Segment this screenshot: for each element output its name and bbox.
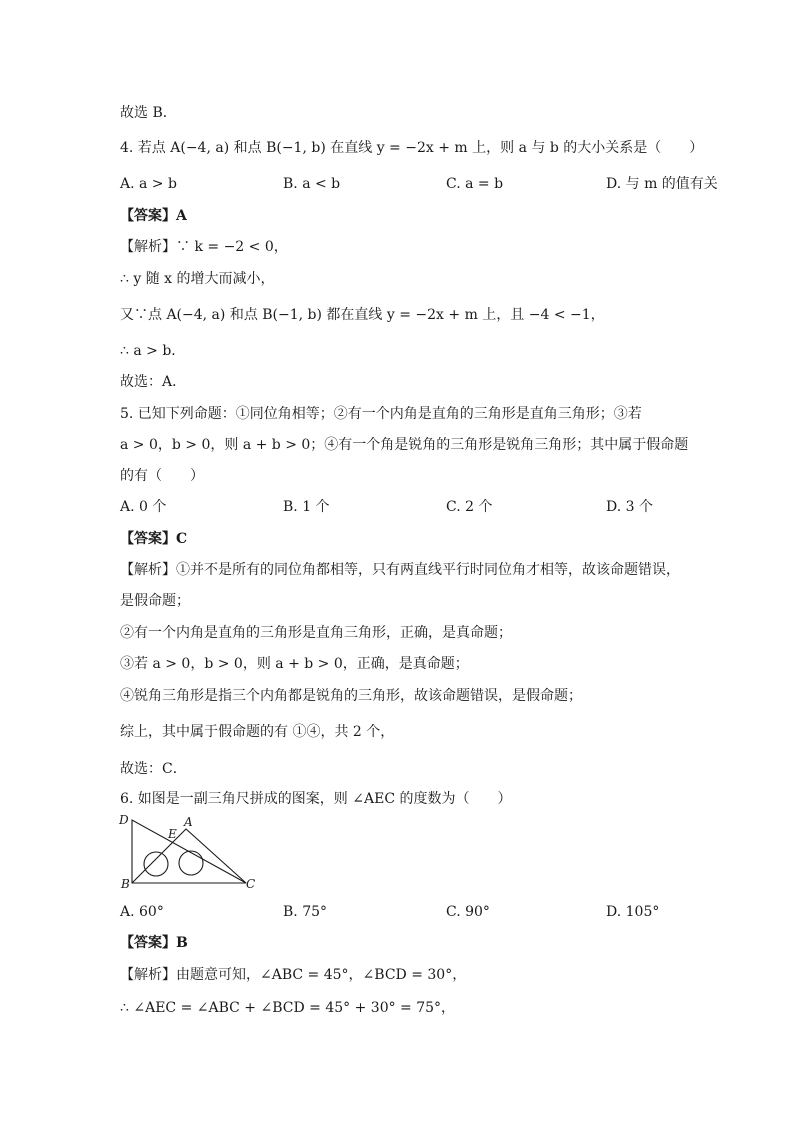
q5-explain-line-1: 【解析】①并不是所有的同位角都相等，只有两直线平行时同位角才相等，故该命题错误， xyxy=(120,562,680,578)
label-point-e: E xyxy=(168,827,177,841)
q4-explain-line-5: 故选：A． xyxy=(120,374,187,390)
ruler-hole-right xyxy=(179,851,203,875)
ruler-hole-left xyxy=(144,852,168,876)
q5-explain-line-2: 是假命题； xyxy=(120,593,190,609)
q4-explain-line-2: ∴ y 随 x 的增大而减小， xyxy=(120,271,275,287)
q5-explain-line-4: ③若 a > 0，b > 0，则 a + b > 0，正确，是真命题； xyxy=(120,656,469,672)
q5-explain-line-7: 故选：C． xyxy=(120,761,187,777)
q6-explain-line-1: 【解析】由题意可知，∠ABC = 45°，∠BCD = 30°， xyxy=(120,967,467,983)
q4-option-c: C. a = b xyxy=(446,176,504,192)
label-point-b: B xyxy=(121,877,130,891)
triangle-rulers-figure xyxy=(116,812,266,892)
q5-option-b: B. 1 个 xyxy=(283,499,330,515)
q6-explain-line-2: ∴ ∠AEC = ∠ABC + ∠BCD = 45° + 30° = 75°， xyxy=(120,1000,456,1016)
label-point-a: A xyxy=(184,815,193,829)
label-point-c: C xyxy=(246,877,256,891)
q4-explain-line-1: 【解析】∵ k = −2 < 0， xyxy=(120,239,288,255)
q6-option-b: B. 75° xyxy=(283,904,328,920)
q5-explain-line-5: ④锐角三角形是指三个内角都是锐角的三角形，故该命题错误，是假命题； xyxy=(120,688,582,704)
q5-option-a: A. 0 个 xyxy=(120,499,167,515)
q4-stem: 4. 若点 A(−4, a) 和点 B(−1, b) 在直线 y = −2x + m 上，则 a 与 b 的大小关系是（ ） xyxy=(120,140,704,156)
q4-explain-line-3: 又∵点 A(−4, a) 和点 B(−1, b) 都在直线 y = −2x + m 上，且 −4 < −1， xyxy=(120,307,605,323)
q6-option-d: D. 105° xyxy=(606,904,660,920)
label-point-d: D xyxy=(119,813,129,827)
q4-option-d: D. 与 m 的值有关 xyxy=(606,176,718,192)
q6-answer: 【答案】B xyxy=(120,935,188,951)
q5-stem-line-3: 的有（ ） xyxy=(120,468,204,484)
q5-stem-line-2: a > 0，b > 0，则 a + b > 0；④有一个角是锐角的三角形是锐角三角形；其中属于假命题 xyxy=(120,437,689,453)
q5-answer: 【答案】C xyxy=(120,531,188,547)
q6-option-c: C. 90° xyxy=(446,904,490,920)
q5-option-d: D. 3 个 xyxy=(606,499,653,515)
q5-stem-line-1: 5. 已知下列命题：①同位角相等；②有一个内角是直角的三角形是直角三角形；③若 xyxy=(120,406,642,422)
q4-answer: 【答案】A xyxy=(120,208,187,224)
q4-option-a: A. a > b xyxy=(120,176,177,192)
q5-option-c: C. 2 个 xyxy=(446,499,493,515)
q6-option-a: A. 60° xyxy=(120,904,164,920)
q4-explain-line-4: ∴ a > b． xyxy=(120,343,186,359)
q5-explain-line-6: 综上，其中属于假命题的有 ①④，共 2 个， xyxy=(120,724,395,740)
q5-explain-line-3: ②有一个内角是直角的三角形是直角三角形，正确，是真命题； xyxy=(120,625,512,641)
q3-conclusion: 故选 B． xyxy=(120,105,177,121)
q6-stem: 6. 如图是一副三角尺拼成的图案，则 ∠AEC 的度数为（ ） xyxy=(120,791,512,807)
q4-option-b: B. a < b xyxy=(283,176,341,192)
